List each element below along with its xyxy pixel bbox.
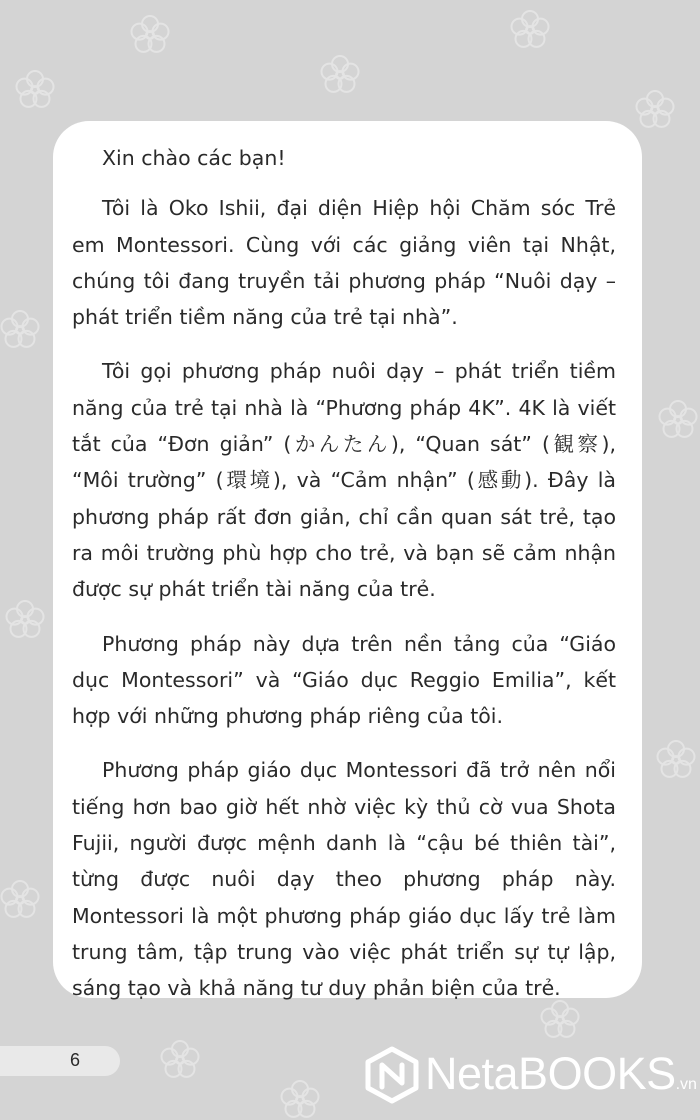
page-number-tab xyxy=(0,1046,120,1076)
paragraph-introduction: Tôi là Oko Ishii, đại diện Hiệp hội Chăm sóc Trẻ em Montessori. Cùng với các giảng viên tại Nhật, chúng tôi đang truyền tải phương pháp “Nuôi dạy – phát triển tiềm năng của trẻ tại nhà”. xyxy=(72,196,616,330)
paragraph-greeting: Xin chào các bạn! xyxy=(102,146,286,170)
paragraph-foundation: Phương pháp này dựa trên nền tảng của “Giáo dục Montessori” và “Giáo dục Reggio Emilia”, kết hợp với những phương pháp riêng của tôi. xyxy=(72,631,616,729)
paragraph-montessori: Phương pháp giáo dục Montessori đã trở nên nổi tiếng hơn bao giờ hết nhờ việc kỳ thủ cờ vua Shota Fujii, người được mệnh danh là “cậu bé thiên tài”, từng được nuôi dạy theo phương pháp này. Montessori là một phương pháp giáo dục lấy trẻ làm trung tâm, tập trung vào việc phát triển sự tự lập, sáng tạo và khả năng tư duy phản biện của trẻ. xyxy=(72,758,616,1001)
watermark xyxy=(364,1046,700,1106)
netabooks-logo-icon xyxy=(364,1046,420,1104)
body-text xyxy=(72,140,616,1025)
watermark-brand: NetaBOOKS xyxy=(425,1048,676,1099)
watermark-text xyxy=(425,1048,697,1100)
paragraph-4k-method: Tôi gọi phương pháp nuôi dạy – phát triển tiềm năng của trẻ tại nhà là “Phương pháp 4K”. 4K là viết tắt của “Đơn giản” (かんたん), “Quan sát” (観察), “Môi trường” (環境), và “Cảm nhận” (感動). Đây là phương pháp rất đơn giản, chỉ cần quan sát trẻ, tạo ra môi trường phù hợp cho trẻ, và bạn sẽ cảm nhận được sự phát triển tài năng của trẻ. xyxy=(72,359,616,602)
page-number: 6 xyxy=(70,1050,81,1070)
watermark-suffix: .vn xyxy=(675,1076,697,1093)
